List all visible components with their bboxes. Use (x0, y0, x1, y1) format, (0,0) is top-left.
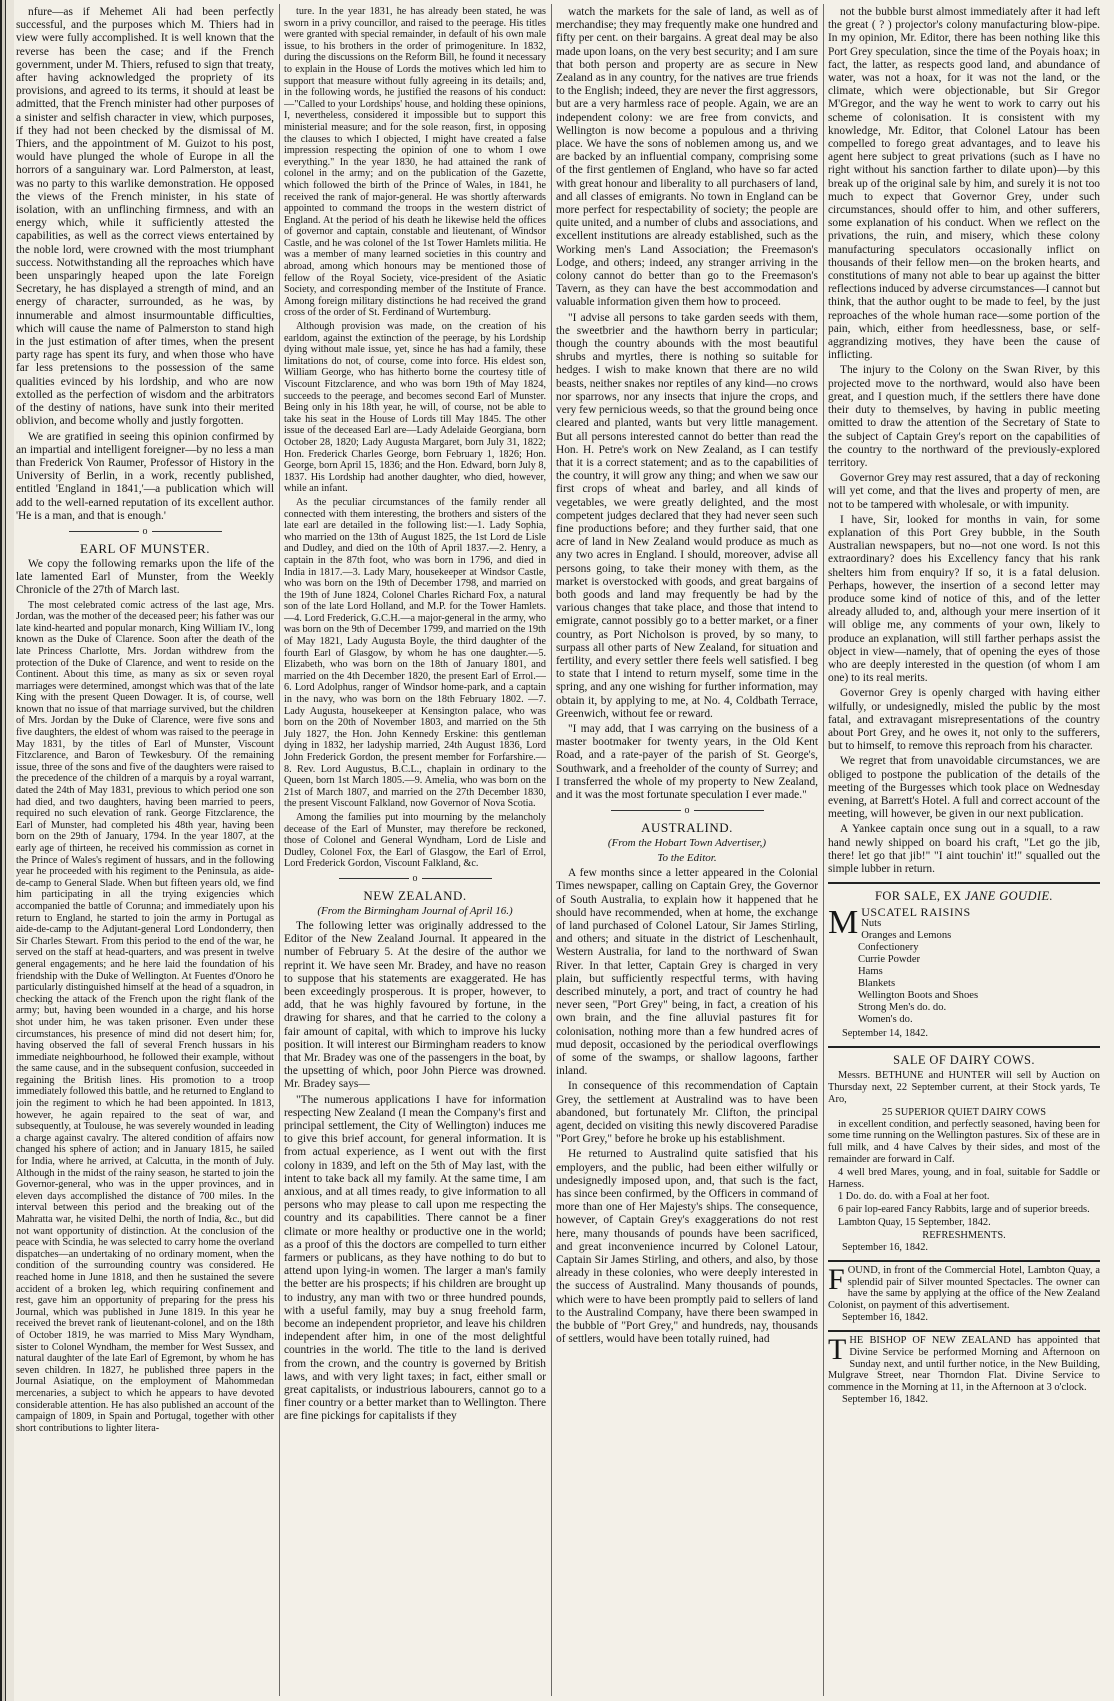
australind-paragraph: A few months since a letter appeared in the Colonial Times newspaper, calling on Captain Grey, the Governor of South Australia, to explain how it happened that he should have recommended, when at home, the exchange of land purchased of Colonel Latour, Sir James Stirling, and others; and situate in the district of Leschenhault, Western Australia, for land to the northward of Swan River. In that letter, Captain Grey is charged in very plain, but sufficiently respectful terms, with having described minutely, a port, and tract of country he had never seen, "Port Grey" being, in fact, a creation of his own brain, and the fine alluvial pastures fit for colonisation, nothing more than a few hundred acres of mud deposit, occasioned by the periodical overflowings of some of the swamps, or shallow lagoons, farther inland. (556, 867, 818, 1078)
advert-found-spectacles (828, 1260, 1100, 1324)
advert-for-sale (828, 882, 1100, 1040)
advert-body: Messrs. BETHUNE and HUNTER will sell by Auction on Thursday next, 22 September current, at their Stock yards, Te Aro, 25 SUPERIOR QUIET DAIRY COWS in excellent condition, and perfectly seasoned, having been for some time running on the Wellington pastures. Six of these are in full milk, and 4 have Calves by their sides, and most of the remainder are forward in Calf. 4 well bred Mares, young, and in foal, suitable for Saddle or Harness. 1 Do. do. do. with a Foal at her foot. 6 pair lop-eared Fancy Rabbits, large and of superior breeds. Lambton Quay, 15 September, 1842. REFRESHMENTS. (828, 1070, 1100, 1241)
goods-list (828, 906, 1100, 1026)
australind-addressee: To the Editor. (657, 852, 717, 865)
goods-item: Wellington Boots and Shoes (858, 990, 979, 1002)
australind-continued: not the bubble burst almost immediately after it had left the great ( ? ) projector's colony manufacturing blow-pipe. In my opinion, Mr. Editor, there has been nothing like this Port Grey speculation, since the time of the Poyais hoax; in fact, the latter, as respects good land, and abundance of water, was not a hoax, for it was not the land, or the climate, which were objectionable, but Sir Gregor M'Gregor, and the way he went to work to carry out his scheme of colonisation. It is consistent with my knowledge, Mr. Editor, that Colonel Latour has been compelled to forego great advantages, and to leave his agent here subject to great privations (such as I have no right without his sanction farther to dilate upon)—by this break up of the original sale by him, and surely it is not too much to expect that Governor Grey, under such circumstances, should offer to him, and other sufferers, some explanation of his conduct. When we reflect on the privations, the ruin, and misery, which these colony manufacturing speculators occasionally inflict on thousands of their fellow men—on the broken hearts, and constitutions of many not able to bear up against the bitter reflections induced by adverse circumstances—I cannot but think, that the author ought to be made to feel, by the just reproaches of the whole human race—some portion of the pain, which, either from heedlessness, base, or self-aggrandizing motives, they have been the cause of inflicting. (828, 6, 1100, 362)
munster-intro: We copy the following remarks upon the life of the late lamented Earl of Munster, from the Weekly Chronicle of the 27th of March last. (16, 557, 274, 597)
australind-paragraph: Governor Grey may rest assured, that a day of reckoning will yet come, and that the lives and property of men, are not to be tampered with wholesale, or with impunity. (828, 472, 1100, 511)
munster-issue: Although provision was made, on the creation of his earldom, against the extinction of the peerage, by his Lordship dying without male issue, yet, since he has had a family, these limitations do not, of course, come into force. His eldest son, William George, who has hitherto borne the courtesy title of Viscount Fitzclarence, and who was born 19th of May 1824, succeeds to the peerage, and becomes second Earl of Munster. Being only in his 18th year, he will, of course, not be able to take his seat in the House of Lords till May 1845. The other issue of the deceased Earl are—Lady Adelaide Georgiana, born October 28, 1820; Lady Augusta Margaret, born July 31, 1822; Hon. Frederick Charles George, born February 1, 1826; Hon. George, born April 15, 1836; and the Hon. Edward, born July 8, 1837. His Lordship had another daughter, who died, however, while an infant. (284, 321, 546, 495)
goods-first-item: USCATEL RAISINS (861, 905, 971, 920)
palmerston-article-paragraph: nfure—as if Mehemet Ali had been perfectly successful, and the purposes which M. Thiers had in view were fully accomplished. It is well known that the reverse has been the case; and if the French government, under M. Thiers, refused to sign that treaty, after having acknowledged the propriety of its provisions, and agreed to its terms, it should at least be admitted, that the French minister had other purposes of a sinister and selfish character in view, which purposes, if they had not been checked by the dismissal of M. Thiers, and the appointment of M. Guizot to his post, would have plunged the whole of Europe in all the horrors of a sanguinary war. Lord Palmerston, at least, was no party to this warlike demonstration. He opposed the views of the French minister, in his state of isolation, with an unflinching firmness, and with an energy which, while it sufficiently attested the capabilities, as well as the correct views entertained by the noble lord, were crowned with the most triumphant success. Notwithstanding all the reproaches which have been unsparingly heaped upon the late Foreign Secretary, he has displayed a strength of mind, and an energy of character, surrounded, as he was, by innumerable and almost insurmountable difficulties, which will cause the name of Palmerston to stand high in the just estimation of after times, when the present party rage has spent its fury, and when those who have far less pretensions to the possession of the same qualities evinced by his lordship, and who are now extolled as the perfection of wisdom and the arbitrators of the destiny of nations, have sunk into their merited oblivion, and become wholly and justly forgotten. (16, 6, 274, 428)
australind-source: (From the Hobart Town Advertiser,) (607, 837, 767, 850)
australind-paragraph: I have, Sir, looked for months in vain, for some explanation of this Port Grey bubble, in the South Australian newspapers, but no—not one word. Is not this extraordinary? does his Excellency fancy that his rank shelters him from enquiry? If so, it is a fatal delusion. Perhaps, however, the insertion of a second letter may produce some kind of notice of this, and of the letter already alluded to, and, although your mere insertion of it will oblige me, any comments of your own, likely to produce an explanation, will still farther perhaps assist the object in view—namely, that of opening the eyes of those who are deeply interested in the question (of whom I am one) to its real merits. (828, 513, 1100, 685)
advert-body: F OUND, in front of the Commercial Hotel, Lambton Quay, a splendid pair of Silver mounted Spectacles. The owner can have the same by applying at the office of the New Zealand Colonist, on payment of this advertisement. (828, 1264, 1100, 1312)
section-divider: o (16, 526, 274, 538)
section-divider: o (284, 873, 546, 885)
editorial-notice: We regret that from unavoidable circumstances, we are obliged to postpone the publication of the details of the meeting of the Burgesses which took place on Wednesday evening, at Barrett's Hotel. A full and correct account of the meeting, will however, be given in our next publication. (828, 755, 1100, 821)
advert-date: September 16, 1842. (842, 1393, 928, 1405)
von-raumer-paragraph: We are gratified in seeing this opinion confirmed by an impartial and intelligent foreigner—by no less a man than Frederick Von Raumer, Professor of History in the University of Berlin, in a work, recently published, entitled 'England in 1841,'—a publication which will add to the well-earned reputation of its excellent author. 'He is a man, and that is enough.' (16, 430, 274, 522)
advert-date: September 16, 1842. (842, 1311, 928, 1323)
advert-divine-service (828, 1330, 1100, 1406)
new-zealand-letter-continued: watch the markets for the sale of land, as well as of merchandise; they may frequently make one hundred and fifty per cent. on their bargains. A great deal may be also made upon loans, on the very best security; and I am sure that both person and property are as secure in New Zealand as in any country, for the natives are true friends to the English; indeed, they are never the first aggressors, but are a very harmless race of people. Again, we are an independent colony: we are free from convicts, and Wellington is now become a populous and a thriving place. We have the sons of noblemen among us, and we are backed by an influential company, comprising some of the first gentlemen of England, who have so far acted with great honour and liberality to all purchasers of land, and all classes of emigrants. No town in England can be more perfect for respectability of society; the people are quite united, and a number of clubs and associations, and excellent institutions are already established, such as the Working men's Land Association; the Freemason's Lodge, and others; indeed, any stranger arriving in the colony cannot do better than go to the Freemason's Tavern, as they can have the best accommodation and valuable information given them how to proceed. (556, 6, 818, 309)
goods-item: Confectionery (858, 942, 919, 954)
goods-item: Oranges and Lemons (861, 930, 952, 942)
advert-dairy-cows (828, 1046, 1100, 1254)
column-rule (279, 4, 280, 1696)
goods-item: Nuts (861, 918, 882, 930)
yankee-anecdote: A Yankee captain once sung out in a squall, to a raw hand newly shipped on board his craft, "Let go the jib, there! let go that jib!" "I aint touchin' it!" squalled out the simple lubber in return. (828, 823, 1100, 875)
page-binding-edge (0, 0, 14, 1701)
column-4 (828, 6, 1100, 1696)
advert-title: FOR SALE, EX JANE GOUDIE. (874, 889, 1054, 904)
munster-body: The most celebrated comic actress of the last age, Mrs. Jordan, was the mother of the deceased peer; his father was our late kind-hearted and popular monarch, King William IV., long known as the Duke of Clarence. Soon after the death of the late Princess Charlotte, Mrs. Jordan withdrew from the protection of the Duke of Clarence, and went to reside on the Continent. About this time, as many as six or seven royal marriages were determined, amongst which was that of the late King with the present Queen Dowager. It is, of course, well known that no issue of that marriage survived, but the children of Mrs. Jordan by the Duke of Clarence, were five sons and five daughters, the eldest of whom was raised to the peerage in May 1831, by the titles of Earl of Munster, Viscount Fitzclarence, and Baron of Tewkesbury. Of the remaining issue, three of the sons and five of the daughters were raised to the precedence of the children of a marquis by a royal warrant, dated the 24th of May 1831, previous to which period one son had died, and two daughters, having been married to peers, required no such elevation of rank. George Fitzclarence, the Earl of Munster, had completed his 48th year, having been born on the 29th of January, 1794. In the year 1807, at the early age of thirteen, he received his commission as cornet in the Prince of Wales's regiment of hussars, and in the following year he proceeded with his regiment to the Peninsula, as aide-de-camp to General Slade. When but fifteen years old, we find him participating in all the trying exigencies which accompanied the battle of Corunna; and immediately upon his return to England, he started to join the army in Portugal as aide-de-camp to the Adjutant-general Lord Londonderry, then Sir Charles Stewart. From this period to the end of the war, he served on the staff at head-quarters, and was present in twelve general engagements; and he here laid the foundation of his friendship with the Duke of Wellington. At Fuentes d'Onoro he particularly distinguished himself at the head of a squadron, in checking the attack of the French upon the right flank of the army; but, having been wounded in a charge, and his horse shot under him, he was taken prisoner. Even under these circumstances, his presence of mind did not desert him; for, having observed the fall of several French hussars in his immediate neighbourhood, he followed their example, without the same cause, and in the subsequent confusion, succeeded in regaining the British lines. His promotion to a troop immediately followed this battle, and he returned to England to join the regiment to which he had been appointed. In 1813, however, he again repaired to the seat of war, and subsequently, at Toulouse, he was severely wounded in leading a charge against cavalry. The altered condition of affairs now changed his sphere of action; and in January 1815, he sailed for India, where he arrived, at Calcutta, in the month of July. Although in the midst of the rainy season, he started to join the Governor-general, who was in the upper provinces, and in eleven days accomplished the distance of 700 miles. In the interval between this period and the breaking out of the Mahratta war, he visited Delhi, the north of India, &c., but did not want opportunity of distinction. At the conclusion of the peace with Scindia, he was selected to carry home the overland dispatches—an undertaking of no ordinary moment, when the condition of the surrounding country was considered. He reached home in June 1818, and then he sustained the severe accident of a broken leg, which requiring confinement and rest, gave him an opportunity of preparing for the press his Journal, which was published in June 1819. In this year he received the brevet rank of lieutenant-colonel, and on the 18th of October 1819, he was married to Miss Mary Wyndham, sister to Colonel Wyndham, the member for West Sussex, and natural daughter of the late Earl of Egremont, by whom he has seven children. In 1827, he published three papers in the Journal Asiatique, on the employment of Mahommedan mercenaries, a subject to which he appears to have devoted considerable attention. He has also published an account of the campaign of 1809, in Spain and Portugal, together with other short contributions to lighter litera- (16, 599, 274, 1434)
advert-date: September 16, 1842. (842, 1241, 928, 1253)
goods-item: Blankets (858, 978, 896, 990)
column-rule (823, 4, 824, 1696)
munster-heading: EARL OF MUNSTER. (80, 540, 210, 556)
column-2 (284, 6, 546, 1696)
column-1 (16, 6, 274, 1696)
australind-paragraph: The injury to the Colony on the Swan River, by this projected move to the northward, would also have been great, and I question much, if the settlers there have done their duty to themselves, by having in public meeting omitted to draw the attention of the Secretary of State to the subject of Captain Grey's report on the capabilities of the country to the northward of the previously-explored territory. (828, 364, 1100, 469)
goods-item: Women's do. (858, 1014, 913, 1026)
munster-mourning: Among the families put into mourning by the melancholy decease of the Earl of Munster, may therefore be reckoned, those of Colonel and General Wyndham, Lord de Lisle and Dudley, Colonel Fox, the Earl of Glasgow, the Earl of Errol, Lord Frederick Gordon, Viscount Falkland, &c. (284, 811, 546, 870)
goods-item: Strong Men's do. do. (858, 1002, 947, 1014)
drop-cap: F (828, 1264, 845, 1296)
new-zealand-intro: The following letter was originally addressed to the Editor of the New Zealand Journal. It appeared in the number of February 5. At the desire of the author we reprint it. We have seen Mr. Bradey, and have no reason to suppose that his statements are exaggerated. He has been exceedingly prosperous. It is proper, however, to add, that he was highly favoured by fortune, in the drawing for shares, and that he carried to the colony a fair amount of capital, with which to improve his lucky position. It will interest our Birmingham readers to know that Mr. Bradey was one of the passengers in the boat, by the upsetting of which, poor John Pierce was drowned. Mr. Bradey says— (284, 919, 546, 1091)
goods-item: Currie Powder (858, 954, 921, 966)
advert-body: T HE BISHOP OF NEW ZEALAND has appointed that Divine Service be performed Morning and Afternoon on Sunday next, and until further notice, in the New Building, Mulgrave Street, near Thorndon Flat. Divine Service to commence in the Morning at 11, in the Afternoon at 3 o'clock. (828, 1334, 1100, 1394)
column-rule (551, 4, 552, 1696)
australind-paragraph: He returned to Australind quite satisfied that his employers, and the public, had been either wilfully or undesignedly imposed upon, and, that such is the fact, has since been confirmed, by the Officers in command of more than one of Her Majesty's ships. The consequence, however, of Captain Grey's exaggerations do not rest here, many thousands of pounds have been sacrificed, and great inconvenience incurred by Colonel Latour, Captain Sir James Stirling, and others, and also, by those already in these colonies, who were deeply interested in the success of Australind. Many thousands of pounds, which were to have been promptly paid to sellers of land to the Australind Company, have there been swamped in the bubble of "Port Grey," and hundreds, nay, thousands of settlers, would have been totally ruined, had (556, 1148, 818, 1346)
advert-date: September 14, 1842. (842, 1028, 928, 1040)
australind-heading: AUSTRALIND. (641, 820, 733, 836)
new-zealand-closing: "I may add, that I was carrying on the business of a master bootmaker for twenty years, in the Old Kent Road, and a rate-payer of the parish of St. George's, Southwark, and a freeholder of the county of Surrey; and I transferred the whole of my property to New Zealand, and it was the most fortunate speculation I ever made." (556, 722, 818, 801)
australind-paragraph: In consequence of this recommendation of Captain Grey, the settlement at Australind was to have been abandoned, but fortunately Mr. Clifton, the principal agent, decided on visiting this newly discovered Paradise "Port Grey," before he broke up his establishment. (556, 1080, 818, 1146)
new-zealand-advice: "I advise all persons to take garden seeds with them, the sweetbrier and the hawthorn berry in particular; though the country abounds with the most beautiful shrubs and myrtles, there is nothing so suitable for hedges. I wish to make known that there are no wild beasts, neither snakes nor reptiles of any kind—no crows nor sparrows, nor any insects that injure the crops, and very few pernicious weeds, so that the ground being once cleared and planted, wants but very little management. But all persons interested cannot do better than read the Hon. H. Petre's work on New Zealand, as I can testify that it is a correct statement; and as to the capabilities of the country, it will grow any thing; and when we saw our first crops of wheat and barley, and all kinds of vegetables, we were greatly delighted, and the most competent judges declared that they had never seen such fine productions before; and they further said, that one acre of land in New Zealand would produce as much as any two acres in England. I should, moreover, advise all persons going, to take their money with them, as the market is overstocked with goods, and great bargains of both goods and land may frequently be had by the various changes that take place, and those that intend to emigrate, cannot possibly go to a better market, or a finer country, as Port Nicholson is proved, by so many, to surpass all other parts of New Zealand, for situation and fertility, and every settler there feels well satisfied. I beg to state that I intend to return myself, some time in the spring, and any one wishing for further information, may obtain it, by applying to me, at No. 4, Coldbath Terrace, Greenwich, without fee or reward. (556, 311, 818, 720)
goods-item: Hams (858, 966, 883, 978)
new-zealand-letter: "The numerous applications I have for information respecting New Zealand (I mean the Company's first and principal settlement, the City of Wellington) induces me to give this brief account, for general information. It is from actual experience, as I went out with the first colony in 1839, and left on the 5th of May last, with the intent to take back all my family. At the same time, I am anxious, and at all times ready, to give information to all persons who may please to call upon me respecting the country and its capabilities. There cannot be a finer climate or more healthy or productive one in the world; as a proof of this the doctors are compelled to turn either farmers or publicans, as they have nothing to do but to attend upon lying-in women. The larger a man's family the better are his prospects; if his children are brought up to industry, any man with two or three hundred pounds, with a useful family, may buy a snug freehold farm, become an independent proprietor, and leave his children independent after him, in one of the most delightful countries in the world. The title to the land is derived from the crown, and the country is governed by British laws, and with very light taxes; in fact, either small or great capitalists, or industrious labourers, cannot go to a finer country or a better market than to Wellington. There are fine pickings for capitalists if they (284, 1093, 546, 1423)
munster-siblings: As the peculiar circumstances of the family render all connected with them interesting, the brothers and sisters of the late earl are detailed in the following list:—1. Lady Sophia, who married on the 13th of August 1825, the 1st Lord de Lisle and Dudley, and died on the 10th of April 1837.—2. Henry, a captain in the 87th foot, who was born in 1796, and died in India in 1817.—3. Lady Mary, housekeeper at Windsor Castle, who was born on the 19th of December 1798, and married on the 19th of June 1824, Colonel Charles Richard Fox, a natural son of the late Lord Holland, and M.P. for the Tower Hamlets.—4. Lord Frederick, G.C.H.—a major-general in the army, who was born on the 9th of December 1799, and married on the 19th of May 1821, Lady Augusta Boyle, the third daughter of the fourth Earl of Glasgow, by whom he has one daughter.—5. Elizabeth, who was born on the 18th of January 1801, and married on the 4th December 1820, the present Earl of Errol.—6. Lord Adolphus, ranger of Windsor home-park, and a captain in the navy, who was born on the 18th February 1802. —7. Lady Augusta, housekeeper at Kensington palace, who was born on the 20th of November 1803, and married on the 5th July 1827, the Hon. John Kennedy Erskine: this gentleman dying in 1832, her ladyship married, 24th August 1836, Lord John Frederick Gordon, the present member for Forfarshire.—8. Rev. Lord Augustus, B.C.L., chaplain in ordinary to the Queen, born 1st March 1805.—9. Amelia, who was born on the 21st of March 1807, and married on the 27th December 1830, the present Viscount Falkland, now Governor of Nova Scotia. (284, 496, 546, 810)
drop-cap: T (828, 1334, 847, 1366)
munster-continued: ture. In the year 1831, he has already been stated, he was sworn in a privy councillor, and raised to the peerage. His titles were granted with special remainder, in default of his own male issue, to his brothers in the order of primogeniture. In 1832, during the discussions on the Reform Bill, he found it necessary to explain in the House of Lords the motives which led him to support that measure without fully agreeing in its details; and, in the following words, he justified the reasons of his conduct:—"Called to your Lordships' house, and holding these opinions, I, nevertheless, considered it impossible but to support this ministerial measure; and for the sole reason, first, in opposing the clauses to which I objected, I might have created a false impression respecting the opinion of one to whom I owe everything." In the year 1830, he had attained the rank of colonel in the army; and on the publication of the Gazette, which followed the birth of the Prince of Wales, in 1841, he received the rank of major-general. He was shortly afterwards appointed to command the troops in the western district of England. At the period of his death he likewise held the offices of governor and captain, constable and lieutenant, of Windsor Castle, and he was colonel of the 1st Tower Hamlets militia. He was a member of many learned societies in this country and abroad, among which honours may be mentioned those of fellow of the Royal Society, vice-president of the Asiatic Society, and corresponding member of the Institute of France. Among foreign military distinctions he had received the grand cross of the order of St. Ferdinand of Wurtemburg. (284, 6, 546, 319)
new-zealand-source: (From the Birmingham Journal of April 16.) (317, 904, 513, 917)
column-3 (556, 6, 818, 1696)
section-divider: o (556, 805, 818, 817)
drop-cap: M (828, 904, 859, 942)
advert-title: SALE OF DAIRY COWS. (893, 1053, 1035, 1068)
australind-paragraph: Governor Grey is openly charged with having either wilfully, or undesignedly, misled the public by the most fatal, and extravagant misrepresentations of the country about Port Grey, and he owes it, not only to the sufferers, but to himself, to remove this reproach from his character. (828, 687, 1100, 753)
new-zealand-heading: NEW ZEALAND. (363, 887, 467, 903)
